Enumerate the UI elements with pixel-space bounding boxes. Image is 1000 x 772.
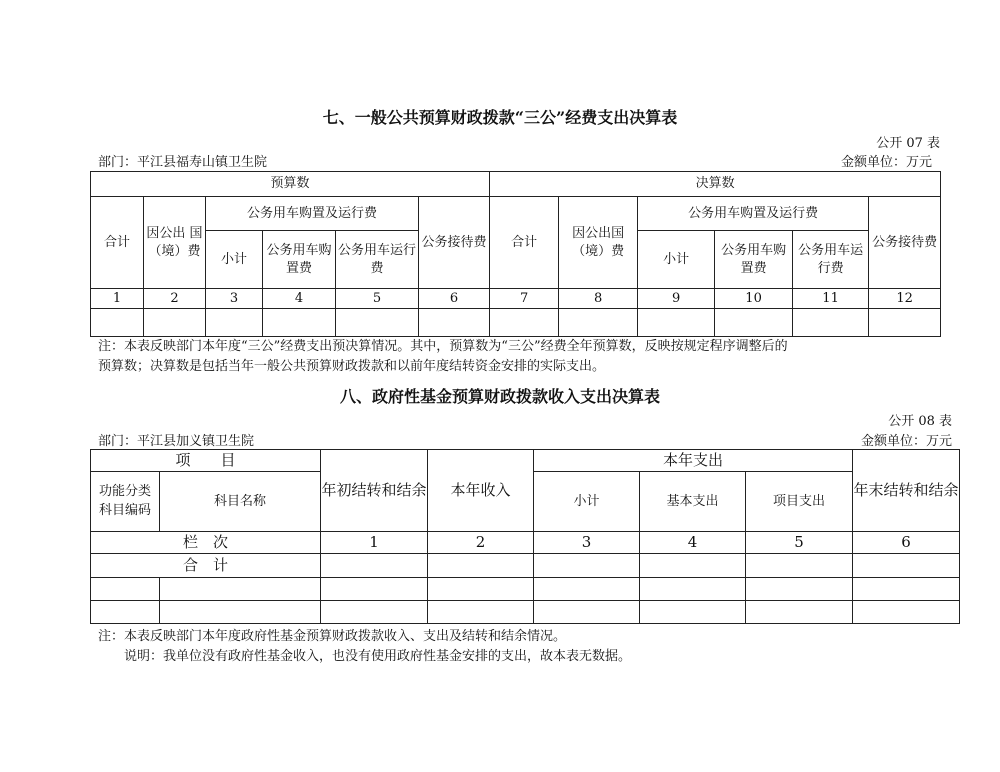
table8-unit: 金额单位：万元 (860, 434, 952, 449)
table7-note-line2: 预算数；决算数是包括当年一般公共预算财政拨款和以前年度结转资金安排的实际支出。 (98, 359, 606, 374)
budget-reception-header: 公务接待费 (419, 197, 490, 289)
column-number: 3 (206, 289, 263, 309)
data-cell (534, 601, 640, 624)
project-expenditure-header: 项目支出 (746, 472, 853, 532)
data-cell (144, 309, 206, 337)
column-number: 6 (419, 289, 490, 309)
data-cell (715, 309, 793, 337)
data-cell (853, 578, 960, 601)
budget-abroad-header: 因公出 国（境）费 (144, 197, 206, 289)
data-cell (336, 309, 419, 337)
data-cell (263, 309, 336, 337)
budget-car-purchase-header: 公务用车购置费 (263, 231, 336, 289)
column-number: 4 (263, 289, 336, 309)
data-cell (853, 554, 960, 578)
column-number: 9 (638, 289, 715, 309)
data-cell (746, 578, 853, 601)
column-number: 12 (869, 289, 941, 309)
data-cell (534, 554, 640, 578)
data-cell (91, 601, 160, 624)
ending-balance-header: 年末结转和结余 (853, 450, 960, 532)
final-car-subtotal-header: 小计 (638, 231, 715, 289)
table-row (91, 601, 960, 624)
column-number: 7 (490, 289, 559, 309)
item-group-header: 项 目 (91, 450, 321, 472)
column-number: 3 (534, 532, 640, 554)
data-cell (793, 309, 869, 337)
data-cell (640, 601, 746, 624)
annual-income-header: 本年收入 (428, 450, 534, 532)
column-number: 1 (91, 289, 144, 309)
data-cell (534, 578, 640, 601)
budget-car-operation-header: 公务用车运行费 (336, 231, 419, 289)
column-number: 8 (559, 289, 638, 309)
data-cell (419, 309, 490, 337)
table7-three-public-expense (90, 171, 941, 337)
table-row (91, 578, 960, 601)
table-row (91, 554, 960, 578)
data-cell (206, 309, 263, 337)
data-cell (428, 554, 534, 578)
data-cell (428, 601, 534, 624)
data-cell (559, 309, 638, 337)
final-car-operation-header: 公务用车运行费 (793, 231, 869, 289)
data-cell (638, 309, 715, 337)
data-cell (640, 554, 746, 578)
column-number: 4 (640, 532, 746, 554)
expenditure-subtotal-header: 小计 (534, 472, 640, 532)
budget-group-header: 预算数 (91, 172, 490, 197)
table8-explanation: 说明：我单位没有政府性基金收入，也没有使用政府性基金安排的支出，故本表无数据。 (124, 649, 632, 664)
data-cell (640, 578, 746, 601)
data-cell (490, 309, 559, 337)
column-number: 10 (715, 289, 793, 309)
final-car-purchase-header: 公务用车购置费 (715, 231, 793, 289)
column-number: 6 (853, 532, 960, 554)
data-cell (746, 601, 853, 624)
annual-expenditure-header: 本年支出 (534, 450, 853, 472)
data-cell (160, 578, 321, 601)
table8-title: 八、政府性基金预算财政拨款收入支出决算表 (339, 387, 660, 406)
data-cell (321, 601, 428, 624)
function-code-header: 功能分类科目编码 (91, 472, 160, 532)
final-car-header: 公务用车购置及运行费 (638, 197, 869, 231)
data-cell (746, 554, 853, 578)
data-cell (160, 601, 321, 624)
column-number: 5 (336, 289, 419, 309)
table7-title: 七、一般公共预算财政拨款“三公”经费支出决算表 (322, 108, 678, 127)
final-reception-header: 公务接待费 (869, 197, 941, 289)
basic-expenditure-header: 基本支出 (640, 472, 746, 532)
data-cell (428, 578, 534, 601)
table7-form-number: 公开 07 表 (876, 136, 940, 151)
final-total-header: 合计 (490, 197, 559, 289)
table7-unit: 金额单位：万元 (840, 155, 932, 170)
table7-department: 部门：平江县福寿山镇卫生院 (98, 155, 268, 170)
budget-total-header: 合计 (91, 197, 144, 289)
column-index-label: 栏 次 (91, 532, 321, 554)
data-cell (91, 578, 160, 601)
table8-form-number: 公开 08 表 (888, 414, 952, 429)
data-cell (321, 578, 428, 601)
budget-car-subtotal-header: 小计 (206, 231, 263, 289)
table8-department: 部门：平江县加义镇卫生院 (98, 434, 255, 449)
beginning-balance-header: 年初结转和结余 (321, 450, 428, 532)
table-row (91, 309, 941, 337)
data-cell (91, 309, 144, 337)
data-cell (321, 554, 428, 578)
column-number: 5 (746, 532, 853, 554)
data-cell (853, 601, 960, 624)
column-number: 1 (321, 532, 428, 554)
data-cell (869, 309, 941, 337)
column-number: 11 (793, 289, 869, 309)
table7-note-line1: 注：本表反映部门本年度“三公”经费支出预决算情况。其中，预算数为“三公”经费全年预算数，反映按规定程序调整后的 (98, 339, 788, 354)
column-number: 2 (144, 289, 206, 309)
budget-car-header: 公务用车购置及运行费 (206, 197, 419, 231)
table8-government-fund (90, 449, 960, 624)
final-abroad-header: 因公出国（境）费 (559, 197, 638, 289)
subject-name-header: 科目名称 (160, 472, 321, 532)
total-row-label: 合 计 (91, 554, 321, 578)
table8-note: 注：本表反映部门本年度政府性基金预算财政拨款收入、支出及结转和结余情况。 (98, 629, 567, 644)
column-number: 2 (428, 532, 534, 554)
final-group-header: 决算数 (490, 172, 941, 197)
